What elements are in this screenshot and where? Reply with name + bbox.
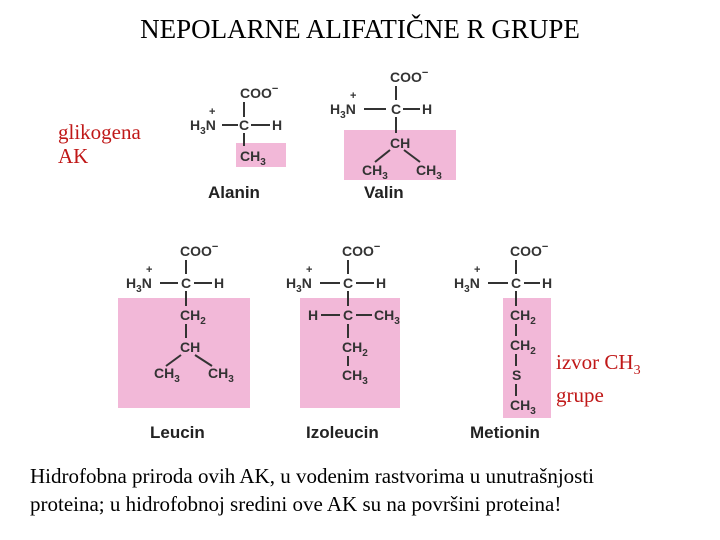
hydrogen: H: [308, 307, 319, 323]
alpha-carbon: C: [511, 275, 522, 291]
methyl-group: $CH_3$: [342, 367, 368, 387]
amino-group: $H_3N$: [190, 117, 216, 137]
footer-line2: proteina; u hidrofobnoj sredini ove AK su na površini proteina!: [30, 492, 562, 516]
leucin-label: Leucin: [150, 423, 205, 442]
footer-line1: Hidrofobna priroda ovih AK, u vodenim rastvorima u unutrašnjosti: [30, 464, 594, 488]
methyl-group: $CH_3$: [154, 365, 180, 385]
izvor-note-line1: izvor $CH_3$: [556, 350, 641, 379]
page-title: NEPOLARNE ALIFATIČNE R GRUPE: [140, 14, 580, 44]
hydrogen: H: [422, 101, 433, 117]
izvor-note-line2: grupe: [556, 383, 604, 408]
coo-group: COO−: [510, 241, 549, 259]
ch2-group: $CH_2$: [342, 339, 368, 359]
amino-group: $H_3N$: [454, 275, 480, 295]
hydrogen: H: [542, 275, 553, 291]
amino-group: $H_3N$: [126, 275, 152, 295]
amino-group: $H_3N$: [286, 275, 312, 295]
footer-text: [30, 462, 710, 518]
valin-label: Valin: [364, 183, 404, 202]
hydrogen: H: [272, 117, 283, 133]
plus-charge: +: [146, 264, 153, 276]
sulfur-atom: S: [512, 367, 522, 383]
plus-charge: +: [350, 90, 357, 102]
alpha-carbon: C: [343, 275, 354, 291]
beta-carbon: C: [343, 307, 354, 323]
ch-group: CH: [390, 135, 411, 151]
hydrogen: H: [214, 275, 225, 291]
methyl-group: $CH_3$: [208, 365, 234, 385]
coo-group: COO−: [240, 83, 279, 101]
glikogena-note-line2: AK: [58, 144, 89, 168]
methyl-group: $CH_3$: [374, 307, 400, 327]
ch-group: CH: [180, 339, 201, 355]
alanin-structure: [190, 83, 282, 202]
alpha-carbon: C: [239, 117, 250, 133]
coo-group: COO−: [180, 241, 219, 259]
amino-group: $H_3N$: [330, 101, 356, 121]
plus-charge: +: [306, 264, 313, 276]
ch2-group: $CH_2$: [510, 307, 536, 327]
hydrogen: H: [376, 275, 387, 291]
alanin-label: Alanin: [208, 183, 260, 202]
glikogena-note-line1: glikogena: [58, 120, 141, 144]
coo-group: COO−: [390, 67, 429, 85]
plus-charge: +: [474, 264, 481, 276]
methyl-group: $CH_3$: [416, 162, 442, 182]
plus-charge: +: [209, 106, 216, 118]
metionin-label: Metionin: [470, 423, 540, 442]
ch2-group: $CH_2$: [180, 307, 206, 327]
methyl-group: $CH_3$: [362, 162, 388, 182]
izoleucin-label: Izoleucin: [306, 423, 379, 442]
ch2-group: $CH_2$: [510, 337, 536, 357]
alpha-carbon: C: [391, 101, 402, 117]
alpha-carbon: C: [181, 275, 192, 291]
methyl-group: $CH_3$: [240, 148, 266, 168]
methyl-group: $CH_3$: [510, 397, 536, 417]
coo-group: COO−: [342, 241, 381, 259]
